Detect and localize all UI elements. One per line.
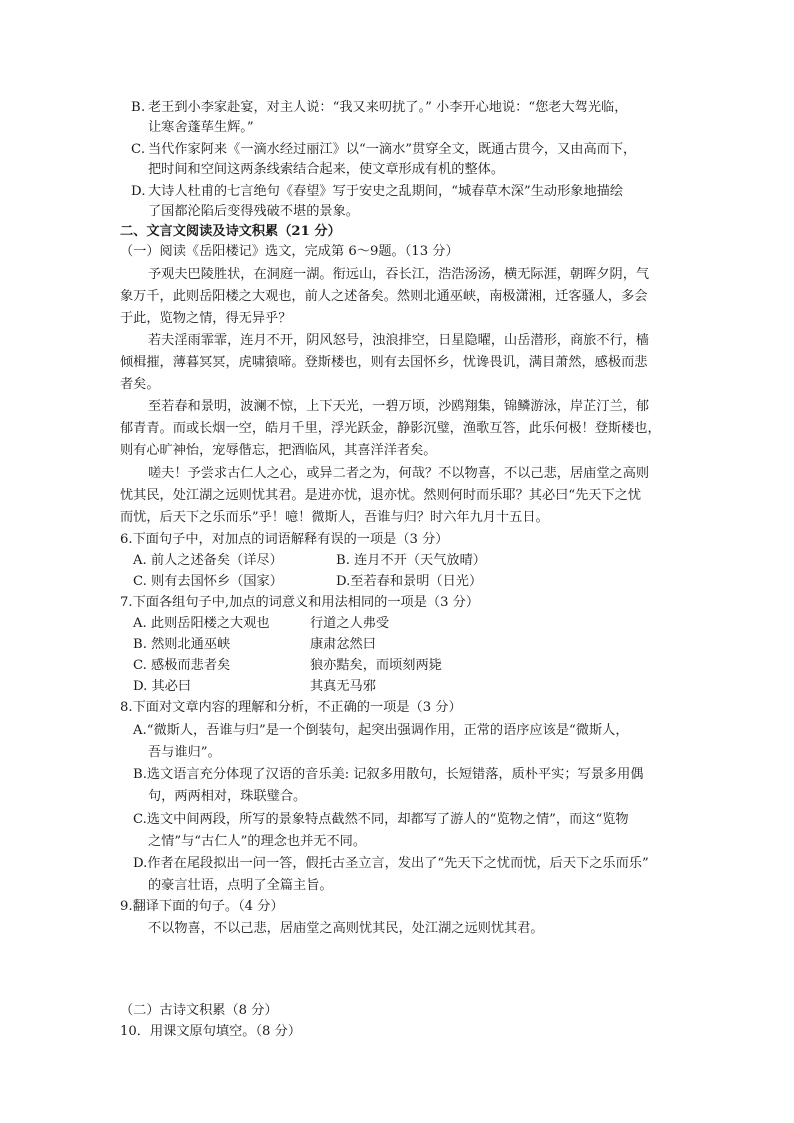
section-2-title: 二、文言文阅读及诗文积累（21 分）: [120, 224, 341, 239]
q7-option-a-right: 行道之人弗受: [310, 616, 390, 631]
q7-option-d-left: D. 其必曰: [133, 679, 192, 694]
passage-p3-line3: 则有心旷神怡，宠辱偕忘，把酒临风，其喜洋洋者矣。: [120, 443, 437, 458]
passage-p1-line2: 象万千，此则岳阳楼之大观也，前人之述备矣。然则北通巫峡，南极潇湘，迁客骚人，多会: [120, 289, 648, 304]
passage-p3-line1: 至若春和景明，波澜不惊，上下天光，一碧万顷，沙鸥翔集，锦鳞游泳，岸芷汀兰，郁: [148, 399, 650, 414]
q8-option-b-line1: B.选文语言充分体现了汉语的音乐美: 记叙多用散句，长短错落，质朴平实；写景多用偶: [133, 767, 644, 782]
section-2-part-2-title: （二）古诗文积累（8 分）: [120, 1003, 278, 1018]
q7-option-d-right: 其真无马邪: [310, 679, 376, 694]
passage-p2-line1: 若夫淫雨霏霏，连月不开，阴风怒号，浊浪排空，日星隐曜，山岳潜形，商旅不行，樯: [148, 333, 650, 348]
q5-option-d-label: D.: [131, 184, 146, 199]
q9-sentence: 不以物喜，不以己悲，居庙堂之高则忧其民，处江湖之远则忧其君。: [148, 921, 544, 936]
q7-option-b-right: 康肃忿然曰: [310, 637, 376, 652]
q6-option-b: B. 连月不开（天气放晴）: [336, 553, 486, 568]
q5-option-b-line1: 老王到小李家赴宴，对主人说：“我又来叨扰了。” 小李开心地说：“您老大驾光临，: [148, 100, 628, 115]
q8-option-b-line2: 句，两两相对，珠联璧合。: [148, 789, 307, 804]
passage-p4-line1: 嗟夫！予尝求古仁人之心，或异二者之为，何哉？不以物喜，不以己悲，居庙堂之高则: [148, 466, 650, 481]
q8-option-d-line2: 的豪言壮语，点明了全篇主旨。: [148, 878, 333, 893]
section-2-part-1-title: （一）阅读《岳阳楼记》选文，完成第 6～9题。（13 分）: [120, 244, 459, 259]
q6-stem: 6.下面句子中，对加点的词语解释有误的一项是（3 分）: [120, 532, 449, 547]
q5-option-c-line1: 当代作家阿来《一滴水经过丽江》以“一滴水”贯穿全文，既通古贯今，又由高而下，: [148, 142, 637, 157]
q8-stem: 8.下面对文章内容的理解和分析，不正确的一项是（3 分）: [120, 700, 462, 715]
q6-option-d: D.至若春和景明（日光）: [336, 574, 483, 589]
q5-option-d-line2: 了国都沦陷后变得残破不堪的景象。: [148, 204, 359, 219]
q5-option-c-label: C.: [131, 142, 146, 157]
q7-option-c-right: 狼亦黠矣，而顷刻两毙: [310, 658, 442, 673]
passage-p2-line3: 者矣。: [120, 377, 160, 392]
q6-option-a: A. 前人之述备矣（详尽）: [133, 553, 283, 568]
passage-p1-line3: 于此，览物之情，得无异乎？: [120, 311, 292, 326]
q7-option-c-left: C. 感极而悲者矣: [133, 658, 231, 673]
passage-p3-line2: 郁青青。而或长烟一空，皓月千里，浮光跃金，静影沉璧，渔歌互答，此乐何极！登斯楼也，: [120, 421, 661, 436]
q6-option-c: C. 则有去国怀乡（国家）: [133, 574, 283, 589]
q10-stem: 10．用课文原句填空。（8 分）: [120, 1024, 302, 1039]
q8-option-a-line2: 吾与谁归”。: [148, 745, 221, 760]
q7-option-a-left: A. 此则岳阳楼之大观也: [133, 616, 270, 631]
passage-p4-line3: 而忧，后天下之乐而乐”乎！噫！微斯人，吾谁与归？时六年九月十五日。: [120, 510, 549, 525]
passage-p1-line1: 予观夫巴陵胜状，在洞庭一湖。衔远山，吞长江，浩浩汤汤，横无际涯，朝晖夕阴，气: [148, 267, 650, 282]
q9-stem: 9.翻译下面的句子。（4 分）: [120, 899, 284, 914]
q5-option-b-label: B.: [131, 100, 146, 115]
q5-option-b-line2: 让寒舍蓬荜生辉。”: [148, 120, 254, 135]
q8-option-a-line1: A.“微斯人，吾谁与归”是一个倒装句，起突出强调作用，正常的语序应该是“微斯人，: [133, 723, 629, 738]
q8-option-c-line1: C.选文中间两段，所写的景象特点截然不同，却都写了游人的“览物之情”，而这“览物: [133, 812, 629, 827]
q5-option-c-line2: 把时间和空间这两条线索结合起来，使文章形成有机的整体。: [148, 162, 505, 177]
q7-option-b-left: B. 然则北通巫峡: [133, 637, 231, 652]
q8-option-c-line2: 之情”与“古仁人”的理念也并无不同。: [148, 834, 367, 849]
q8-option-d-line1: D.作者在尾段拟出一问一答，假托古圣立言，发出了“先天下之忧而忧，后天下之乐而乐”: [133, 856, 649, 871]
passage-p4-line2: 忧其民，处江湖之远则忧其君。是进亦忧，退亦忧。然则何时而乐耶？其必曰“先天下之忧: [120, 488, 642, 503]
q7-stem: 7.下面各组句子中,加点的词意义和用法相同的一项是（3 分）: [120, 595, 480, 610]
passage-p2-line2: 倾楫摧，薄暮冥冥，虎啸猿啼。登斯楼也，则有去国怀乡，忧谗畏讥，满目萧然，感极而悲: [120, 355, 648, 370]
q5-option-d-line1: 大诗人杜甫的七言绝句《春望》写于安史之乱期间，“城春草木深”生动形象地描绘: [148, 184, 624, 199]
